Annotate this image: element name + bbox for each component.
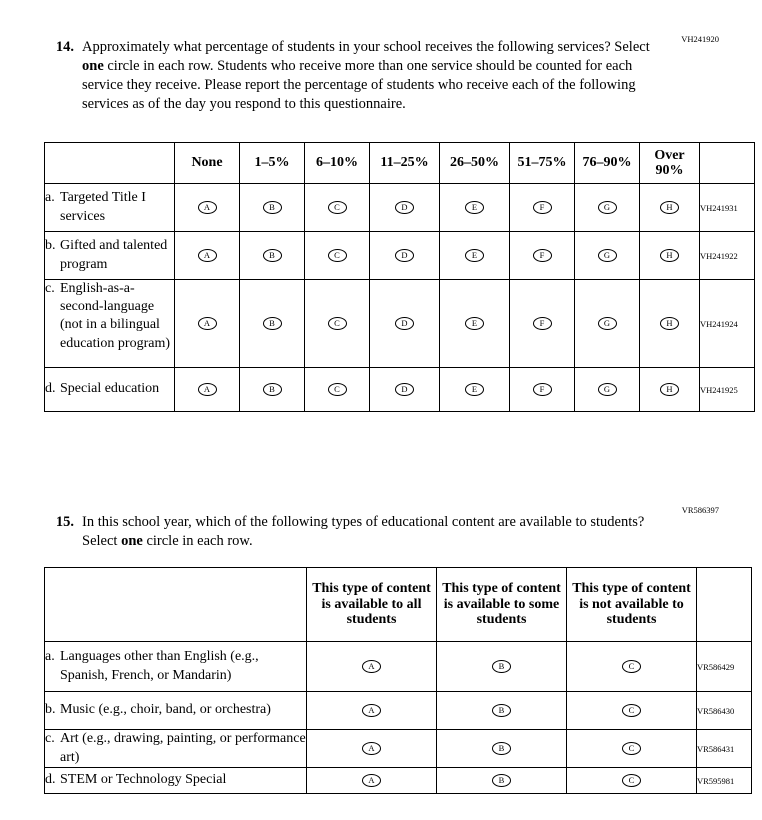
- question-14-row-a-label: [45, 184, 175, 232]
- question-15-col-all-students: This type of content is available to all students: [307, 568, 437, 642]
- bubble-a[interactable]: A: [198, 317, 217, 330]
- row-label-text: English-as-a-second-language (not in a bilingual education program): [60, 281, 171, 351]
- question-14-row-d-option-1-5[interactable]: [240, 368, 305, 412]
- bubble-d[interactable]: D: [395, 249, 414, 262]
- bubble-h[interactable]: H: [660, 249, 679, 262]
- question-14-row-c-varid: VH241924: [700, 280, 755, 368]
- question-15-row-a-label: [45, 642, 307, 692]
- question-14-row-b-option-26-50[interactable]: [440, 232, 510, 280]
- question-15: [44, 505, 719, 551]
- bubble-a[interactable]: A: [362, 774, 381, 787]
- question-14-row-c-option-76-90[interactable]: [575, 280, 640, 368]
- question-14-row-d-varid: VH241925: [700, 368, 755, 412]
- table-row: [45, 368, 755, 412]
- question-15-row-c-varid: VR586431: [697, 730, 752, 768]
- question-14-text-part-1: Approximately what percentage of students in your school receives the following services? Select: [82, 39, 650, 55]
- question-15-row-b-option-all[interactable]: [307, 692, 437, 730]
- question-15-row-b-option-none[interactable]: [567, 692, 697, 730]
- question-14-text-emphasis: one: [82, 58, 104, 75]
- question-15-col-not-available: This type of content is not available to students: [567, 568, 697, 642]
- question-14-header-row: [45, 143, 755, 184]
- question-14-row-d-option-76-90[interactable]: [575, 368, 640, 412]
- question-14-row-c-option-over-90[interactable]: [640, 280, 700, 368]
- question-14-col-76-90: 76–90%: [575, 143, 640, 184]
- question-14-row-a-option-6-10[interactable]: [305, 184, 370, 232]
- question-15-row-d-option-some[interactable]: [437, 768, 567, 794]
- question-14: [44, 34, 719, 115]
- bubble-b[interactable]: B: [492, 660, 511, 673]
- row-label-text: Art (e.g., drawing, painting, or performance art): [60, 731, 306, 765]
- question-14-row-c-option-51-75[interactable]: [510, 280, 575, 368]
- question-14-col-1-5: 1–5%: [240, 143, 305, 184]
- question-14-row-c-option-1-5[interactable]: [240, 280, 305, 368]
- bubble-g[interactable]: G: [598, 317, 617, 330]
- bubble-e[interactable]: E: [465, 201, 484, 214]
- question-15-row-d-option-none[interactable]: [567, 768, 697, 794]
- question-14-row-c-label: [45, 280, 175, 368]
- table-row: [45, 232, 755, 280]
- question-14-text: [82, 38, 672, 115]
- question-14-row-d-option-6-10[interactable]: [305, 368, 370, 412]
- bubble-f[interactable]: F: [533, 249, 552, 262]
- question-15-row-c-label: [45, 730, 307, 768]
- bubble-d[interactable]: D: [395, 317, 414, 330]
- question-14-col-none: None: [175, 143, 240, 184]
- question-14-row-d-option-over-90[interactable]: [640, 368, 700, 412]
- question-15-row-c-option-all[interactable]: [307, 730, 437, 768]
- question-15-row-a-option-some[interactable]: [437, 642, 567, 692]
- bubble-h[interactable]: H: [660, 317, 679, 330]
- bubble-e[interactable]: E: [465, 383, 484, 396]
- table-row: [45, 642, 752, 692]
- question-14-row-a-varid: VH241931: [700, 184, 755, 232]
- bubble-c[interactable]: C: [622, 774, 641, 787]
- question-14-row-b-option-6-10[interactable]: [305, 232, 370, 280]
- table-row: [45, 692, 752, 730]
- bubble-g[interactable]: G: [598, 201, 617, 214]
- question-15-text-part-2: circle in each row.: [142, 533, 253, 550]
- question-14-row-c-option-6-10[interactable]: [305, 280, 370, 368]
- question-14-col-26-50: 26–50%: [440, 143, 510, 184]
- question-14-row-a-option-11-25[interactable]: [370, 184, 440, 232]
- bubble-b[interactable]: B: [492, 742, 511, 755]
- bubble-b[interactable]: B: [492, 704, 511, 717]
- bubble-e[interactable]: E: [465, 317, 484, 330]
- bubble-h[interactable]: H: [660, 201, 679, 214]
- question-14-number: 14.: [55, 39, 74, 55]
- question-14-col-0: [45, 143, 175, 184]
- question-14-row-d-option-26-50[interactable]: [440, 368, 510, 412]
- bubble-c[interactable]: C: [622, 704, 641, 717]
- bubble-a[interactable]: A: [362, 742, 381, 755]
- question-14-row-b-option-51-75[interactable]: [510, 232, 575, 280]
- bubble-g[interactable]: G: [598, 383, 617, 396]
- question-15-row-d-varid: VR595981: [697, 768, 752, 794]
- row-letter: b.: [45, 238, 56, 254]
- bubble-c[interactable]: C: [328, 383, 347, 396]
- question-14-table: [44, 142, 755, 412]
- question-15-text: [82, 513, 672, 551]
- bubble-f[interactable]: F: [533, 383, 552, 396]
- question-14-col-varid: [700, 143, 755, 184]
- bubble-g[interactable]: G: [598, 249, 617, 262]
- question-15-table: [44, 567, 752, 794]
- row-letter: d.: [45, 381, 56, 397]
- question-14-col-over-90: Over 90%: [640, 143, 700, 184]
- bubble-f[interactable]: F: [533, 317, 552, 330]
- row-letter: d.: [45, 772, 56, 788]
- question-14-row-a-option-none[interactable]: [175, 184, 240, 232]
- bubble-f[interactable]: F: [533, 201, 552, 214]
- question-14-row-a-option-51-75[interactable]: [510, 184, 575, 232]
- question-15-row-c-option-none[interactable]: [567, 730, 697, 768]
- question-14-row-b-option-76-90[interactable]: [575, 232, 640, 280]
- bubble-b[interactable]: B: [263, 383, 282, 396]
- row-letter: a.: [45, 190, 55, 206]
- row-letter: a.: [45, 649, 55, 665]
- row-letter: c.: [45, 281, 55, 296]
- row-letter: c.: [45, 731, 55, 747]
- question-14-row-b-option-over-90[interactable]: [640, 232, 700, 280]
- question-14-varid: VH241920: [681, 34, 719, 44]
- question-14-row-d-option-none[interactable]: [175, 368, 240, 412]
- question-15-row-a-option-none[interactable]: [567, 642, 697, 692]
- table-row: [45, 730, 752, 768]
- bubble-b[interactable]: B: [263, 249, 282, 262]
- question-14-row-a-option-1-5[interactable]: [240, 184, 305, 232]
- question-14-row-c-option-26-50[interactable]: [440, 280, 510, 368]
- question-14-row-a-option-76-90[interactable]: [575, 184, 640, 232]
- bubble-h[interactable]: H: [660, 383, 679, 396]
- question-14-row-b-label: [45, 232, 175, 280]
- question-15-row-b-label: [45, 692, 307, 730]
- question-14-row-b-option-none[interactable]: [175, 232, 240, 280]
- bubble-c[interactable]: C: [328, 201, 347, 214]
- row-letter: b.: [45, 702, 56, 718]
- row-label-text: STEM or Technology Special: [60, 772, 227, 788]
- row-label-text: Languages other than English (e.g., Spanish, French, or Mandarin): [60, 649, 259, 683]
- question-15-row-c-option-some[interactable]: [437, 730, 567, 768]
- bubble-d[interactable]: D: [395, 383, 414, 396]
- question-14-row-b-option-1-5[interactable]: [240, 232, 305, 280]
- question-15-row-a-option-all[interactable]: [307, 642, 437, 692]
- table-row: [45, 184, 755, 232]
- table-row: [45, 768, 752, 794]
- bubble-a[interactable]: A: [362, 704, 381, 717]
- question-14-row-d-option-11-25[interactable]: [370, 368, 440, 412]
- question-14-row-b-option-11-25[interactable]: [370, 232, 440, 280]
- question-14-col-11-25: 11–25%: [370, 143, 440, 184]
- question-15-header-row: [45, 568, 752, 642]
- question-15-col-some-students: This type of content is available to some students: [437, 568, 567, 642]
- row-label-text: Targeted Title I services: [60, 190, 146, 224]
- question-14-row-b-varid: VH241922: [700, 232, 755, 280]
- bubble-a[interactable]: A: [362, 660, 381, 673]
- question-15-number: 15.: [55, 514, 74, 530]
- row-label-text: Music (e.g., choir, band, or orchestra): [60, 702, 271, 718]
- row-label-text: Gifted and talented program: [60, 238, 168, 272]
- question-14-row-c-option-none[interactable]: [175, 280, 240, 368]
- bubble-a[interactable]: A: [198, 201, 217, 214]
- question-14-row-a-option-26-50[interactable]: [440, 184, 510, 232]
- question-15-text-part-1: In this school year, which of the following types of educational content are available to students? Select: [82, 514, 645, 550]
- table-row: [45, 280, 755, 368]
- question-14-col-51-75: 51–75%: [510, 143, 575, 184]
- question-14-row-c-option-11-25[interactable]: [370, 280, 440, 368]
- question-15-row-a-varid: VR586429: [697, 642, 752, 692]
- question-15-row-d-option-all[interactable]: [307, 768, 437, 794]
- question-15-text-emphasis: one: [121, 533, 143, 550]
- bubble-c[interactable]: C: [622, 742, 641, 755]
- bubble-c[interactable]: C: [328, 317, 347, 330]
- question-15-varid: VR586397: [681, 505, 719, 515]
- bubble-c[interactable]: C: [622, 660, 641, 673]
- row-label-text: Special education: [60, 381, 160, 397]
- question-14-row-d-label: [45, 368, 175, 412]
- bubble-a[interactable]: A: [198, 383, 217, 396]
- question-15-col-0: [45, 568, 307, 642]
- bubble-c[interactable]: C: [328, 249, 347, 262]
- question-14-row-a-option-over-90[interactable]: [640, 184, 700, 232]
- question-15-row-b-option-some[interactable]: [437, 692, 567, 730]
- bubble-a[interactable]: A: [198, 249, 217, 262]
- question-14-text-part-2: circle in each row. Students who receive more than one service should be counted for each service they receive. Please report the percentage of students who receive each of the following services as of the day you respond to this questionnaire.: [82, 58, 636, 113]
- question-15-row-b-varid: VR586430: [697, 692, 752, 730]
- bubble-b[interactable]: B: [263, 317, 282, 330]
- bubble-b[interactable]: B: [263, 201, 282, 214]
- question-15-col-varid: [697, 568, 752, 642]
- bubble-b[interactable]: B: [492, 774, 511, 787]
- question-14-row-d-option-51-75[interactable]: [510, 368, 575, 412]
- bubble-d[interactable]: D: [395, 201, 414, 214]
- question-15-row-d-label: [45, 768, 307, 794]
- question-14-col-6-10: 6–10%: [305, 143, 370, 184]
- bubble-e[interactable]: E: [465, 249, 484, 262]
